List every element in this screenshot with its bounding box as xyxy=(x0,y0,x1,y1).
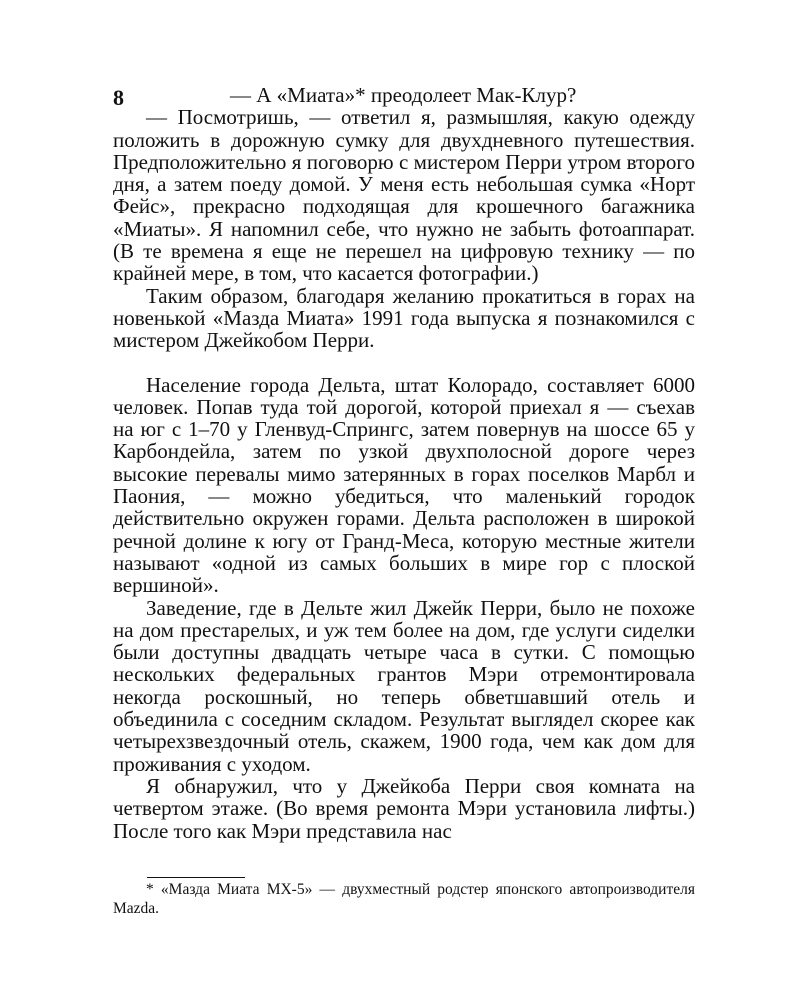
footnote-divider xyxy=(147,877,245,878)
paragraph-establishment: Заведение, где в Дельте жил Джейк Перри, было не похоже на дом престарелых, и уж тем более на дом, где услуги сиделки были доступны двадцать четыре часа в сутки. С помощью нескольких федеральных грантов Мэри отремонтировала некогда роскошный, но теперь обветшавший отель и объединила с соседним складом. Результат выглядел скорее как четырехзвездочный отель, скажем, 1900 года, чем как дом для проживания с уходом. xyxy=(113,595,695,776)
paragraph-dialogue-question: — А «Миата»* преодолеет Мак-Клур? xyxy=(230,83,577,107)
paragraph-delta-town: Население города Дельта, штат Колорадо, составляет 6000 человек. Попав туда той дорогой, которой приехал я — съехав на юг с 1–70 у Гленвуд-Спрингс, затем повернув на шоссе 65 у Карбондейла, затем по узкой двухполосной дороге через высокие перевалы мимо затерянных в горах поселков Марбл и Паония, — можно убедиться, что маленький городок действительно окружен горами. Дельта расположен в широкой речной долине к югу от Гранд-Меса, которую местные жители называют «одной из самых больших в мире гор с плоской вершиной». xyxy=(113,372,695,598)
footnote xyxy=(113,880,695,918)
footnote-text: * «Мазда Миата MX-5» — двухместный родстер японского автопроизводителя Mazda. xyxy=(113,881,695,917)
paragraph-introduction: Таким образом, благодаря желанию прокатиться в горах на новенькой «Мазда Миата» 1991 года выпуска я познакомился с мистером Джейкобом Перри. xyxy=(113,283,695,353)
body-text xyxy=(113,84,695,842)
paragraph-dialogue-answer: — Посмотришь, — ответил я, размышляя, какую одежду положить в дорожную сумку для двухдневного путешествия. Предположительно я поговорю с мистером Перри утром второго дня, а затем поеду домой. У меня есть небольшая сумка «Норт Фейс», прекрасно подходящая для крошечного багажника «Миаты». Я напомнил себе, что нужно не забыть фотоаппарат. (В те времена я еще не перешел на цифровую технику — по крайней мере, в том, что касается фотографии.) xyxy=(113,105,695,286)
page-number: 8 xyxy=(113,85,124,110)
paragraph-room: Я обнаружил, что у Джейкоба Перри своя комната на четвертом этаже. (Во время ремонта Мэри установила лифты.) После того как Мэри представила нас xyxy=(113,773,695,843)
